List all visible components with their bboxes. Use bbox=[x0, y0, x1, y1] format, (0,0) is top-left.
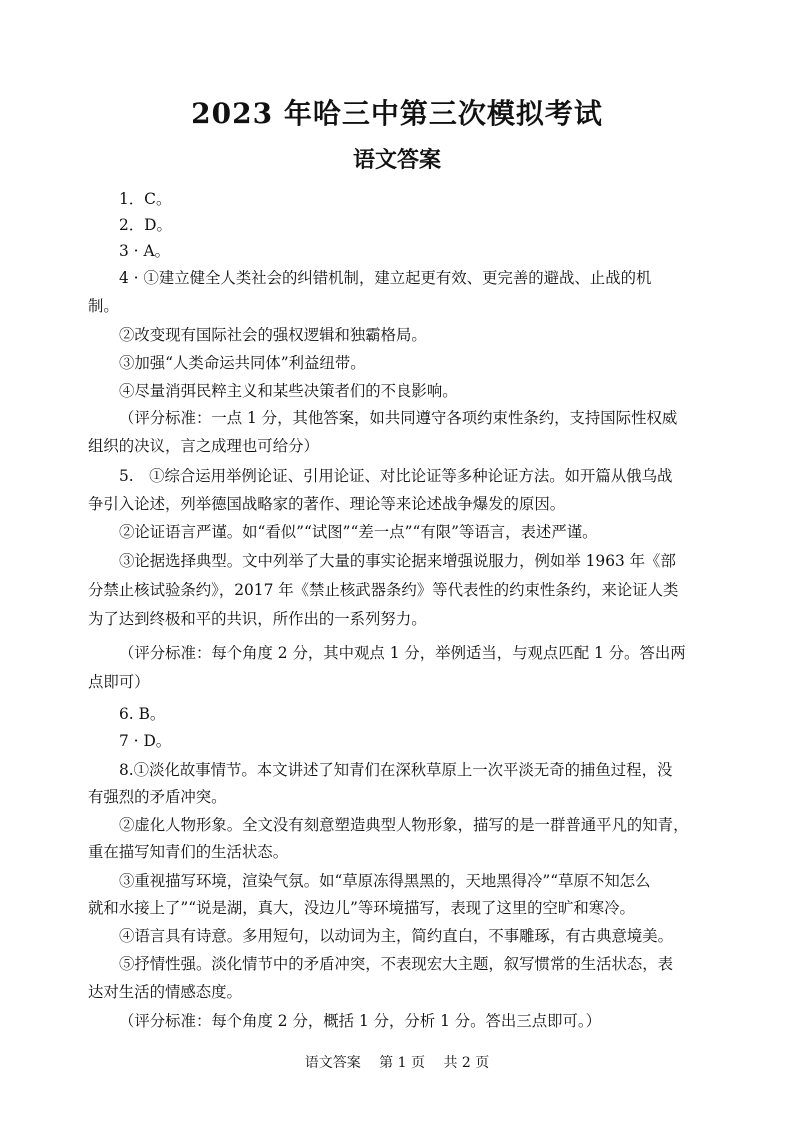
answer-5-point-3-line-1: ③论据选择典型。文中列举了大量的事实论据来增强说服力，例如举 1963 年《部 bbox=[119, 552, 676, 570]
answer-subtitle: 语文答案 bbox=[352, 147, 441, 173]
answer-8-point-2-line-2: 重在描写知青们的生活状态。 bbox=[88, 843, 289, 861]
answer-5-point-2: ②论证语言严谨。如“看似”“试图”“差一点”“有限”等语言，表述严谨。 bbox=[119, 523, 598, 541]
exam-title: 2023 年哈三中第三次模拟考试 bbox=[191, 97, 603, 130]
answer-5-scoring-2: 点即可） bbox=[88, 673, 150, 691]
answer-8-point-5-line-1: ⑤抒情性强。淡化情节中的矛盾冲突，不表现宏大主题，叙写惯常的生活状态，表 bbox=[119, 955, 674, 973]
answer-8-point-3-line-1: ③重视描写环境，渲染气氛。如“草原冻得黑黑的，天地黑得冷”“草原不知怎么 bbox=[119, 872, 651, 890]
answer-4-point-2: ②改变现有国际社会的强权逻辑和独霸格局。 bbox=[119, 326, 427, 344]
answer-4-line-2: 制。 bbox=[88, 297, 119, 315]
answer-8-line-1: 8.①淡化故事情节。本文讲述了知青们在深秋草原上一次平淡无奇的捕鱼过程，没 bbox=[119, 761, 673, 779]
answer-1: 1．C。 bbox=[119, 190, 172, 208]
answer-8-scoring: （评分标准：每个角度 2 分，概括 1 分，分析 1 分。答出三点即可。） bbox=[119, 1012, 601, 1030]
answer-4-point-3: ③加强“人类命运共同体”利益纽带。 bbox=[119, 354, 366, 372]
answer-7: 7 · D。 bbox=[119, 732, 172, 750]
answer-6: 6. B。 bbox=[119, 705, 166, 723]
answer-8-point-3-line-2: 就和水接上了”“说是湖，真大，没边儿”等环境描写，表现了这里的空旷和寒冷。 bbox=[88, 899, 635, 917]
answer-4-point-4: ④尽量消弭民粹主义和某些决策者们的不良影响。 bbox=[119, 382, 458, 400]
answer-3: 3 · A。 bbox=[119, 242, 170, 260]
answer-5-line-1: 5. ①综合运用举例论证、引用论证、对比论证等多种论证方法。如开篇从俄乌战 bbox=[119, 467, 673, 485]
answer-8-point-4: ④语言具有诗意。多用短句，以动词为主，简约直白，不事雕琢，有古典意境美。 bbox=[119, 927, 674, 945]
answer-8-point-2-line-1: ②虚化人物形象。全文没有刻意塑造典型人物形象，描写的是一群普通平凡的知青， bbox=[119, 816, 689, 834]
answer-4-line-1: 4 · ①建立健全人类社会的纠错机制，建立起更有效、更完善的避战、止战的机 bbox=[119, 269, 652, 287]
answer-5-line-2: 争引入论述，列举德国战略家的著作、理论等来论述战争爆发的原因。 bbox=[88, 495, 566, 513]
page-footer: 语文答案 第 1 页 共 2 页 bbox=[304, 1055, 490, 1071]
answer-8-line-2: 有强烈的矛盾冲突。 bbox=[88, 788, 227, 806]
answer-5-point-3-line-3: 为了达到终极和平的共识，所作出的一系列努力。 bbox=[88, 610, 427, 628]
answer-5-scoring-1: （评分标准：每个角度 2 分，其中观点 1 分，举例适当，与观点匹配 1 分。答出两 bbox=[119, 644, 686, 662]
answer-8-point-5-line-2: 达对生活的情感态度。 bbox=[88, 983, 242, 1001]
answer-2: 2．D。 bbox=[119, 216, 172, 234]
answer-4-scoring-1: （评分标准：一点 1 分，其他答案，如共同遵守各项约束性条约，支持国际性权威 bbox=[119, 409, 678, 427]
answer-5-point-3-line-2: 分禁止核试验条约》，2017 年《禁止核武器条约》等代表性的约束性条约，来论证人类 bbox=[88, 581, 679, 599]
answer-4-scoring-2: 组织的决议，言之成理也可给分） bbox=[88, 437, 319, 455]
